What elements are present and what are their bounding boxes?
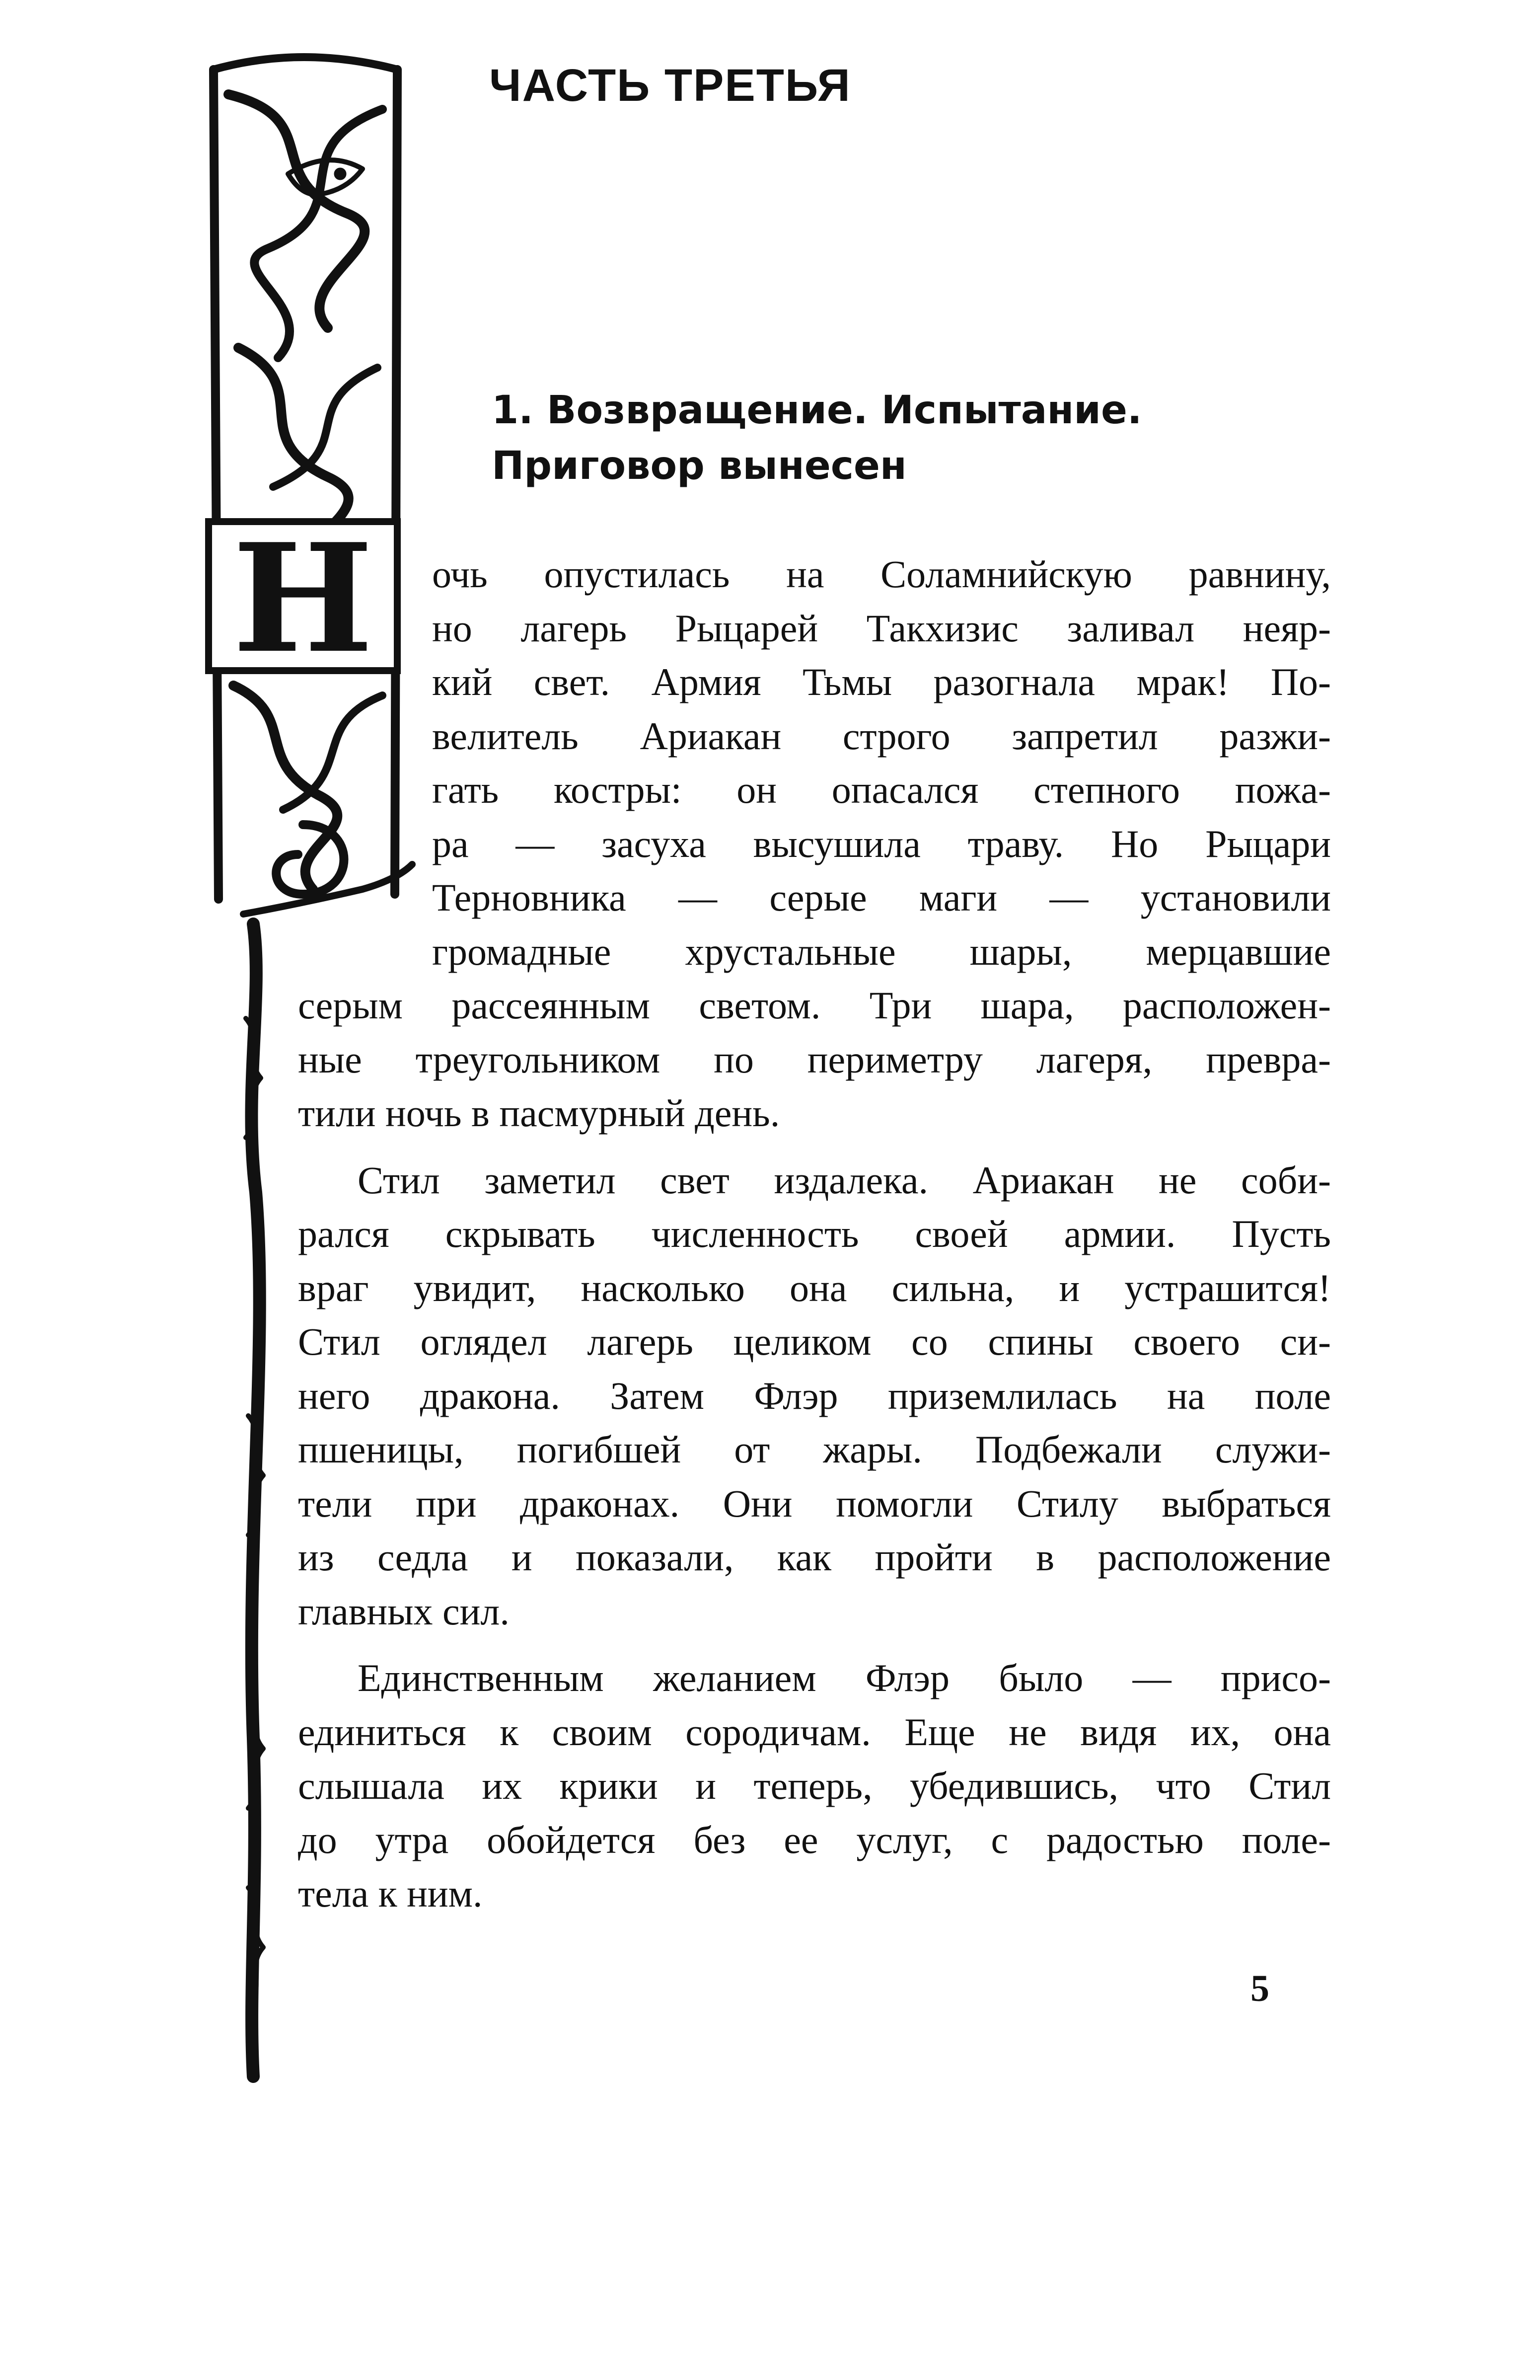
text-line: из седла и показали, как пройти в расположение bbox=[298, 1535, 1331, 1579]
text-line: гать костры: он опасался степного пожа- bbox=[432, 768, 1331, 811]
text-line: громадные хрустальные шары, мерцавшие bbox=[432, 929, 1331, 973]
text-line: пшеницы, погибшей от жары. Подбежали служи- bbox=[298, 1428, 1331, 1471]
text-line: Стил оглядел лагерь целиком со спины своего си- bbox=[298, 1320, 1331, 1363]
text-line: ра — засуха высушила траву. Но Рыцари bbox=[432, 822, 1331, 865]
text-line: единиться к своим сородичам. Еще не видя их, она bbox=[298, 1710, 1331, 1754]
text-line: главных сил. bbox=[298, 1589, 510, 1633]
drop-cap-letter: Н bbox=[232, 511, 373, 686]
text-line: велитель Ариакан строго запретил разжи- bbox=[432, 714, 1331, 758]
chapter-title bbox=[492, 383, 1142, 494]
text-line: кий свет. Армия Тьмы разогнала мрак! По- bbox=[432, 660, 1331, 703]
body-text bbox=[298, 547, 1331, 1921]
text-line: враг увидит, насколько она сильна, и устрашится! bbox=[298, 1266, 1331, 1309]
text-line: слышала их крики и теперь, убедившись, что Стил bbox=[298, 1764, 1331, 1807]
text-line: серым рассеянным светом. Три шара, расположен- bbox=[298, 984, 1331, 1027]
text-line: но лагерь Рыцарей Такхизис заливал неяр- bbox=[432, 606, 1331, 650]
text-line: очь опустилась на Соламнийскую равнину, bbox=[432, 552, 1331, 596]
text-line: тела к ним. bbox=[298, 1872, 483, 1915]
text-line: тили ночь в пасмурный день. bbox=[298, 1091, 780, 1135]
text-line: до утра обойдется без ее услуг, с радостью поле- bbox=[298, 1818, 1331, 1861]
chapter-title-line: Приговор вынесен bbox=[492, 444, 907, 488]
text-line: Стил заметил свет издалека. Ариакан не соби- bbox=[358, 1158, 1331, 1202]
text-line: него дракона. Затем Флэр приземлилась на поле bbox=[298, 1374, 1331, 1417]
part-title: ЧАСТЬ ТРЕТЬЯ bbox=[489, 60, 851, 111]
text-line: ные треугольником по периметру лагеря, превра- bbox=[298, 1037, 1331, 1081]
page-number: 5 bbox=[1250, 1968, 1269, 2009]
text-line: рался скрывать численность своей армии. Пусть bbox=[298, 1212, 1331, 1255]
text-line: тели при драконах. Они помогли Стилу выбраться bbox=[298, 1481, 1331, 1525]
text-line: Единственным желанием Флэр было — присо- bbox=[358, 1656, 1331, 1699]
text-line: Терновника — серые маги — установили bbox=[432, 876, 1331, 919]
chapter-title-line: 1. Возвращение. Испытание. bbox=[492, 388, 1142, 433]
